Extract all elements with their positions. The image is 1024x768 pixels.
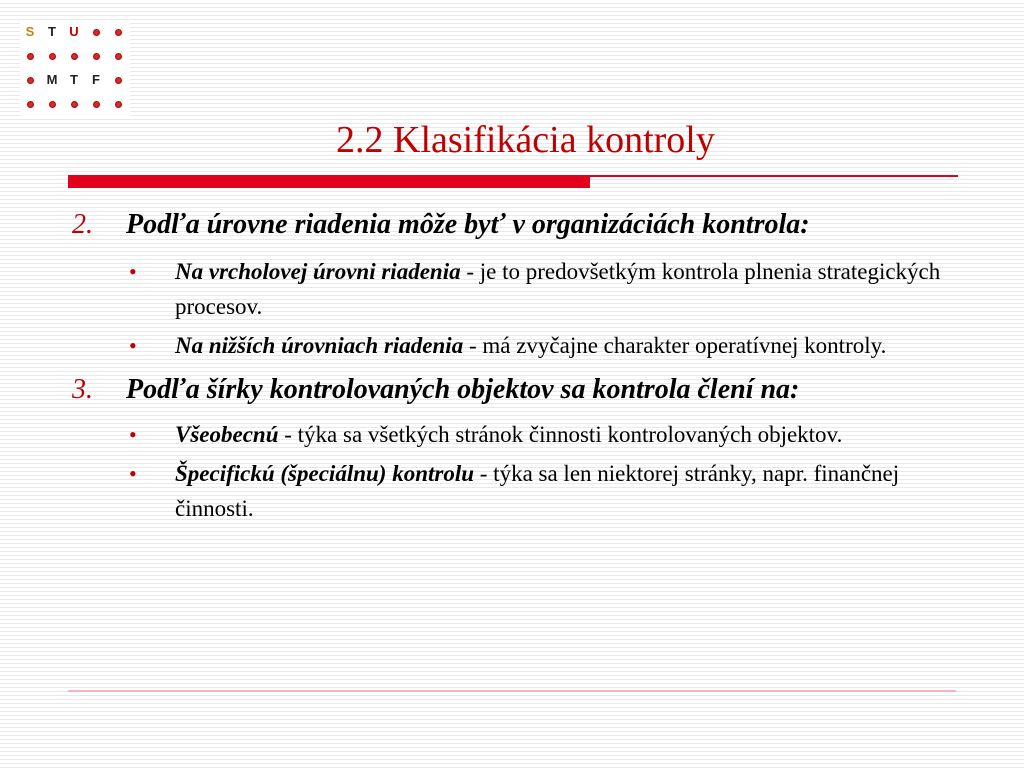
bullet-item	[129, 328, 965, 363]
bullet-icon: •	[129, 422, 137, 447]
logo-letter-f: F	[92, 72, 100, 87]
logo-dot	[86, 46, 106, 66]
logo-letter-s: S	[25, 24, 35, 39]
logo-dot	[108, 22, 128, 42]
logo-dot	[108, 70, 128, 90]
bullet-item	[129, 456, 965, 526]
bullet-rest: - má zvyčajne charakter operatívnej kontroly.	[463, 333, 887, 358]
bullet-lead: Špecifickú (špeciálnu) kontrolu	[175, 461, 475, 486]
logo-dot	[108, 46, 128, 66]
logo-dot	[42, 94, 62, 114]
numbered-item-3	[72, 371, 986, 409]
slide-content	[0, 206, 1024, 526]
item-number: 2.	[72, 209, 93, 240]
logo-dot	[86, 22, 106, 42]
bullet-lead: Na nižších úrovniach riadenia	[175, 333, 464, 358]
item-text: Podľa úrovne riadenia môže byť v organizáciách kontrola:	[126, 209, 810, 240]
item-number: 3.	[72, 374, 93, 405]
numbered-item-2	[72, 206, 846, 244]
logo-dot	[64, 46, 84, 66]
logo-dot	[20, 70, 40, 90]
bullet-icon: •	[129, 333, 137, 358]
stu-mtf-logo	[20, 22, 130, 116]
bullet-item	[129, 254, 965, 324]
bullet-lead: Na vrcholovej úrovni riadenia	[175, 259, 461, 284]
bullet-item	[129, 417, 965, 452]
bullet-rest: - týka sa všetkých stránok činnosti kontrolovaných objektov.	[278, 422, 843, 447]
logo-letter-t: T	[48, 24, 56, 39]
bullet-icon: •	[129, 461, 137, 486]
logo-dot	[86, 94, 106, 114]
logo-dot	[108, 94, 128, 114]
title-underline-thick	[68, 175, 590, 188]
logo-letter-m: M	[46, 72, 58, 87]
footer-divider	[68, 690, 956, 692]
bullet-rest: - je to predovšetkým kontrola plnenia strategických procesov.	[175, 259, 941, 319]
logo-dot	[20, 94, 40, 114]
logo-letter-u: U	[69, 24, 79, 39]
bullet-icon: •	[129, 259, 137, 284]
bullet-rest: - týka sa len niektorej stránky, napr. finančnej činnosti.	[175, 461, 900, 521]
logo-dot	[42, 46, 62, 66]
slide-title: 2.2 Klasifikácia kontroly	[336, 119, 715, 161]
bullet-lead: Všeobecnú	[175, 422, 279, 447]
logo-dot	[64, 94, 84, 114]
logo-dot	[20, 46, 40, 66]
title-underline-thin	[590, 175, 958, 177]
item-text: Podľa šírky kontrolovaných objektov sa kontrola člení na:	[126, 374, 800, 405]
logo-letter-t2: T	[70, 72, 78, 87]
